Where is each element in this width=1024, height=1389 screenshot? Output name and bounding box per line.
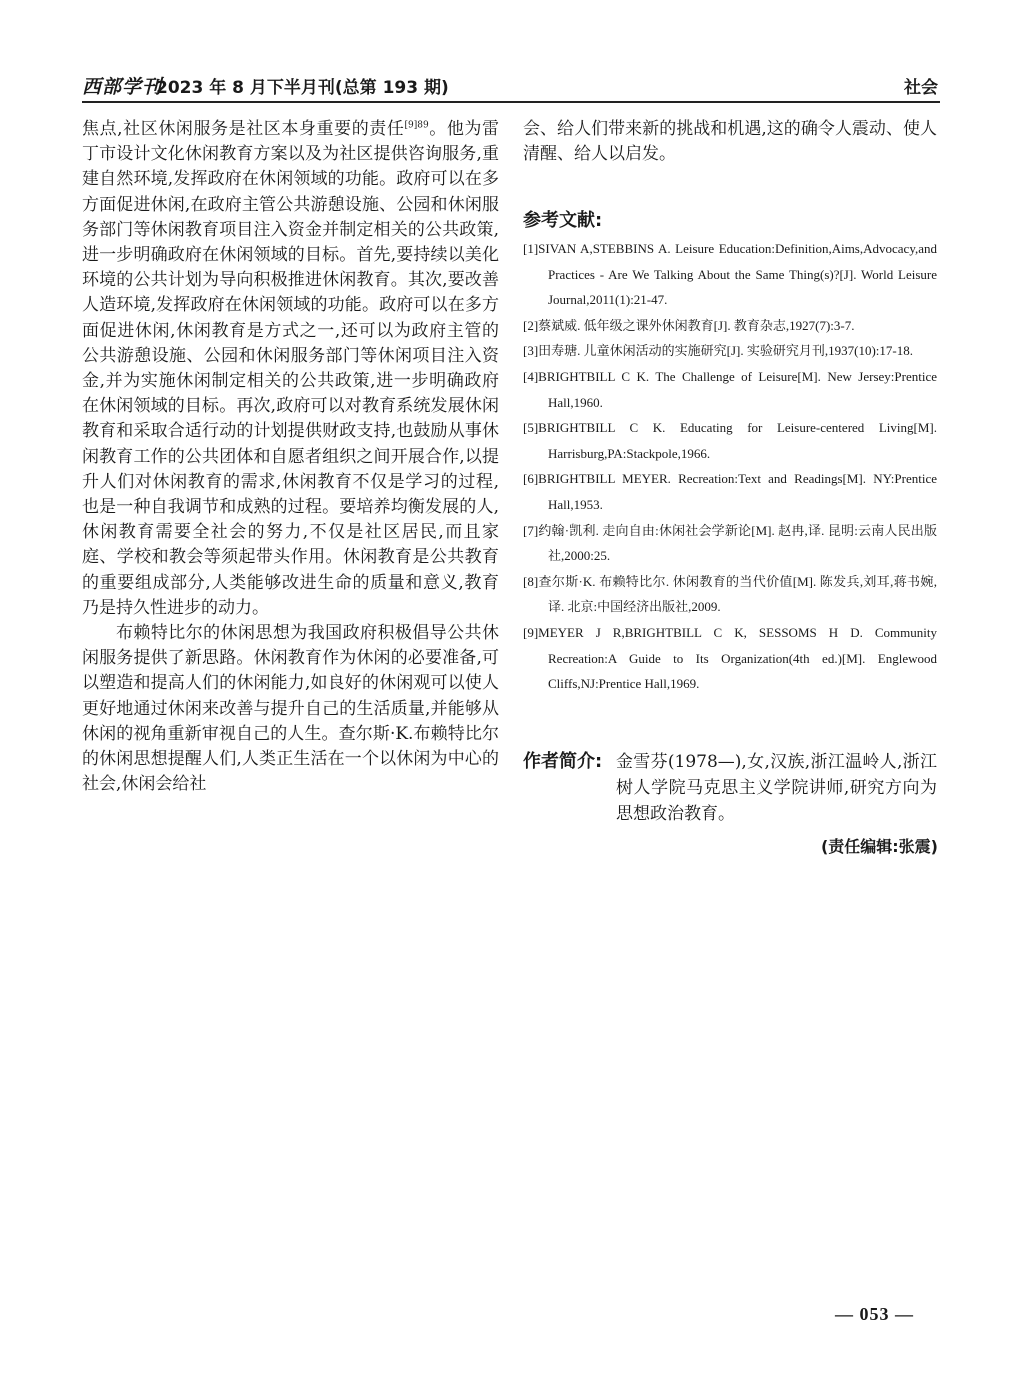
reference-item: [7]约翰·凯利. 走向自由:休闲社会学新论[M]. 赵冉,译. 昆明:云南人民出版社,2000:25. (523, 522, 937, 564)
reference-item: [3]田寿瑭. 儿童休闲活动的实施研究[J]. 实验研究月刊,1937(10):17-18. (523, 343, 913, 359)
editor-note: (责任编辑:张震) (820, 837, 938, 856)
reference-item: [5]BRIGHTBILL C K. Educating for Leisure-centered Living[M]. Harrisburg,PA:Stackpole,1966. (523, 420, 937, 461)
section-label: 社会 (904, 78, 938, 98)
reference-item: [2]蔡斌威. 低年级之课外休闲教育[J]. 教育杂志,1927(7):3-7. (523, 317, 855, 333)
author-bio-label: 作者简介: (523, 751, 603, 772)
body-paragraph-1 (82, 117, 499, 621)
reference-item: [4]BRIGHTBILL C K. The Challenge of Leisure[M]. New Jersey:Prentice Hall,1960. (523, 368, 937, 410)
reference-item: [6]BRIGHTBILL MEYER. Recreation:Text and Readings[M]. NY:Prentice Hall,1953. (523, 471, 937, 512)
journal-logo: 西部学刊 (82, 76, 163, 98)
reference-item: [1]SIVAN A,STEBBINS A. Leisure Education:Definition,Aims,Advocacy,and Practices - Are We Talking About the Same Thing(s)?[J]. World Leisure Journal,2011(1):21-47. (523, 241, 937, 308)
references-heading: 参考文献: (523, 210, 603, 231)
author-bio-text: 金雪芬(1978—),女,汉族,浙江温岭人,浙江树人学院马克思主义学院讲师,研究方向为思想政治教育。 (616, 752, 937, 824)
paragraph-1-start: 焦点,社区休闲服务是社区本身重要的责任 (82, 119, 405, 139)
right-column-text (523, 117, 937, 167)
body-paragraph-continued: 会、给人们带来新的挑战和机遇,这的确令人震动、使人清醒、给人以启发。 (523, 119, 937, 165)
reference-list (523, 236, 937, 697)
running-header (82, 70, 940, 100)
reference-item: [8]查尔斯·K. 布赖特比尔. 休闲教育的当代价值[M]. 陈发兵,刘耳,蒋书婉,译. 北京:中国经济出版社,2009. (523, 573, 937, 615)
body-paragraph-2: 布赖特比尔的休闲思想为我国政府积极倡导公共休闲服务提供了新思路。休闲教育作为休闲的必要准备,可以塑造和提高人们的休闲能力,如良好的休闲观可以使人更好地通过休闲来改善与提升自己的生活质量,并能够从休闲的视角重新审视自己的人生。查尔斯·K.布赖特比尔的休闲思想提醒人们,人类正生活在一个以休闲为中心的社会,休闲会给社 (82, 623, 499, 795)
page-number: — 053 — (835, 1304, 914, 1324)
citation-superscript: [9]89 (404, 120, 429, 131)
issue-info: 2023 年 8 月下半月刊(总第 193 期) (156, 78, 449, 98)
author-bio (523, 749, 937, 827)
header-rule (82, 101, 940, 103)
left-column (82, 117, 499, 797)
paragraph-1-rest: 。他为雷丁市设计文化休闲教育方案以及为社区提供咨询服务,重建自然环境,发挥政府在休闲领域的功能。政府可以在多方面促进休闲,在政府主管公共游憩设施、公园和休闲服务部门等休闲教育项目注入资金并制定相关的公共政策,进一步明确政府在休闲领域的目标。首先,要持续以美化环境的公共计划为导向积极推进休闲教育。其次,要改善人造环境,发挥政府在休闲领域的功能。政府可以在多方面促进休闲,休闲教育是方式之一,还可以为政府主管的公共游憩设施、公园和休闲服务部门等休闲项目注入资金,并为实施休闲制定相关的公共政策,进一步明确政府在休闲领域的目标。再次,政府可以对教育系统发展休闲教育和采取合适行动的计划提供财政支持,也鼓励从事休闲教育工作的公共团体和自愿者组织之间开展合作,以提升人们对休闲教育的需求,休闲教育不仅是学习的过程,也是一种自我调节和成熟的过程。要培养均衡发展的人,休闲教育需要全社会的努力,不仅是社区居民,而且家庭、学校和教会等须起带头作用。休闲教育是公共教育的重要组成部分,人类能够改进生命的质量和意义,教育乃是持久性进步的动力。 (82, 119, 500, 618)
reference-item: [9]MEYER J R,BRIGHTBILL C K, SESSOMS H D. Community Recreation:A Guide to Its Organization(4th ed.)[M]. Englewood Cliffs,NJ:Prentice Hall,1969. (523, 624, 937, 692)
